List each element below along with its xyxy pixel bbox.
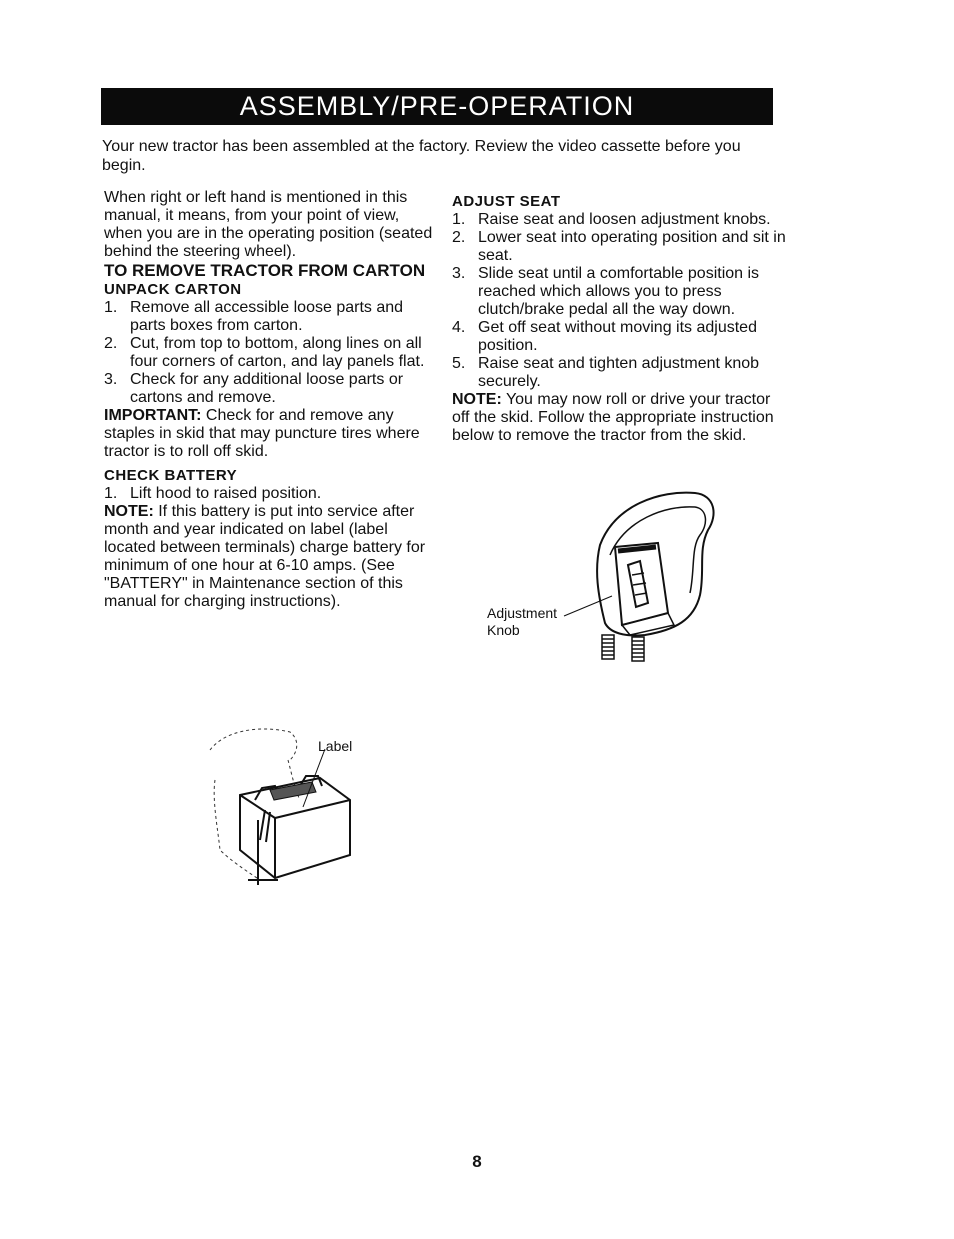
step-text: Lower seat into operating position and sit in seat. (478, 229, 786, 264)
list-item (452, 319, 787, 355)
step-number: 1. (104, 299, 118, 316)
list-item (452, 229, 787, 265)
adjustment-knob-label (487, 605, 557, 639)
adjust-seat-heading: ADJUST SEAT (452, 193, 561, 210)
battery-label-callout: Label (318, 738, 353, 754)
seat-leader-line (560, 590, 620, 620)
skid-note (452, 391, 787, 445)
list-item (452, 265, 787, 319)
section-title-bar (101, 88, 773, 125)
list-item (104, 335, 434, 371)
right-column (452, 193, 787, 445)
important-note (104, 407, 434, 461)
step-text: Raise seat and loosen adjustment knobs. (478, 211, 771, 228)
step-number: 3. (452, 265, 466, 282)
unpack-steps-list (104, 299, 434, 407)
step-text: Get off seat without moving its adjusted position. (478, 319, 757, 354)
step-number: 3. (104, 371, 118, 388)
step-number: 2. (452, 229, 466, 246)
step-number: 1. (104, 485, 118, 502)
step-text: Lift hood to raised position. (130, 485, 322, 502)
step-number: 5. (452, 355, 466, 372)
page-number: 8 (472, 1152, 482, 1171)
battery-leader-line (295, 745, 335, 815)
step-text: Remove all accessible loose parts and parts boxes from carton. (130, 299, 404, 334)
battery-steps-list (104, 485, 434, 503)
step-text: Cut, from top to bottom, along lines on all four corners of carton, and lay panels flat. (130, 335, 425, 370)
seat-illustration (570, 485, 720, 665)
step-text: Slide seat until a comfortable position is reached which allows you to press clutch/brake pedal all the way down. (478, 265, 760, 318)
seat-drawing (570, 485, 720, 665)
step-number: 2. (104, 335, 118, 352)
battery-note-text: If this battery is put into service after month and year indicated on label (label located between terminals) charge battery for minimum of one hour at 6-10 amps. (See "BATTERY" in Maintenance section of this manual for charging instructions). (104, 503, 426, 610)
check-battery-heading: CHECK BATTERY (104, 467, 238, 484)
seat-steps-list (452, 211, 787, 391)
important-label: IMPORTANT: (104, 407, 202, 424)
left-column (104, 189, 434, 611)
intro-paragraph: Your new tractor has been assembled at the factory. Review the video cassette before you begin. (102, 138, 741, 174)
list-item (104, 371, 434, 407)
remove-tractor-heading: TO REMOVE TRACTOR FROM CARTON (104, 261, 426, 280)
step-text: Raise seat and tighten adjustment knob securely. (478, 355, 760, 390)
list-item (452, 211, 787, 229)
step-text: Check for any additional loose parts or cartons and remove. (130, 371, 404, 406)
battery-note (104, 503, 434, 611)
unpack-carton-heading: UNPACK CARTON (104, 281, 242, 298)
skid-note-label: NOTE: (452, 391, 502, 408)
list-item (104, 299, 434, 335)
section-title: ASSEMBLY/PRE-OPERATION (239, 91, 635, 121)
step-number: 4. (452, 319, 466, 336)
label-line: Adjustment (487, 605, 558, 621)
list-item (104, 485, 434, 503)
skid-note-text: You may now roll or drive your tractor off the skid. Follow the appropriate instruction below to remove the tractor from the skid. (452, 391, 774, 444)
battery-note-label: NOTE: (104, 503, 154, 520)
important-text: Check for and remove any staples in skid that may puncture tires where tractor is to roll off skid. (104, 407, 420, 460)
label-line: Knob (487, 622, 520, 638)
list-item (452, 355, 787, 391)
step-number: 1. (452, 211, 466, 228)
orientation-note: When right or left hand is mentioned in this manual, it means, from your point of view, when you are in the operating position (seated behind the steering wheel). (104, 189, 433, 260)
